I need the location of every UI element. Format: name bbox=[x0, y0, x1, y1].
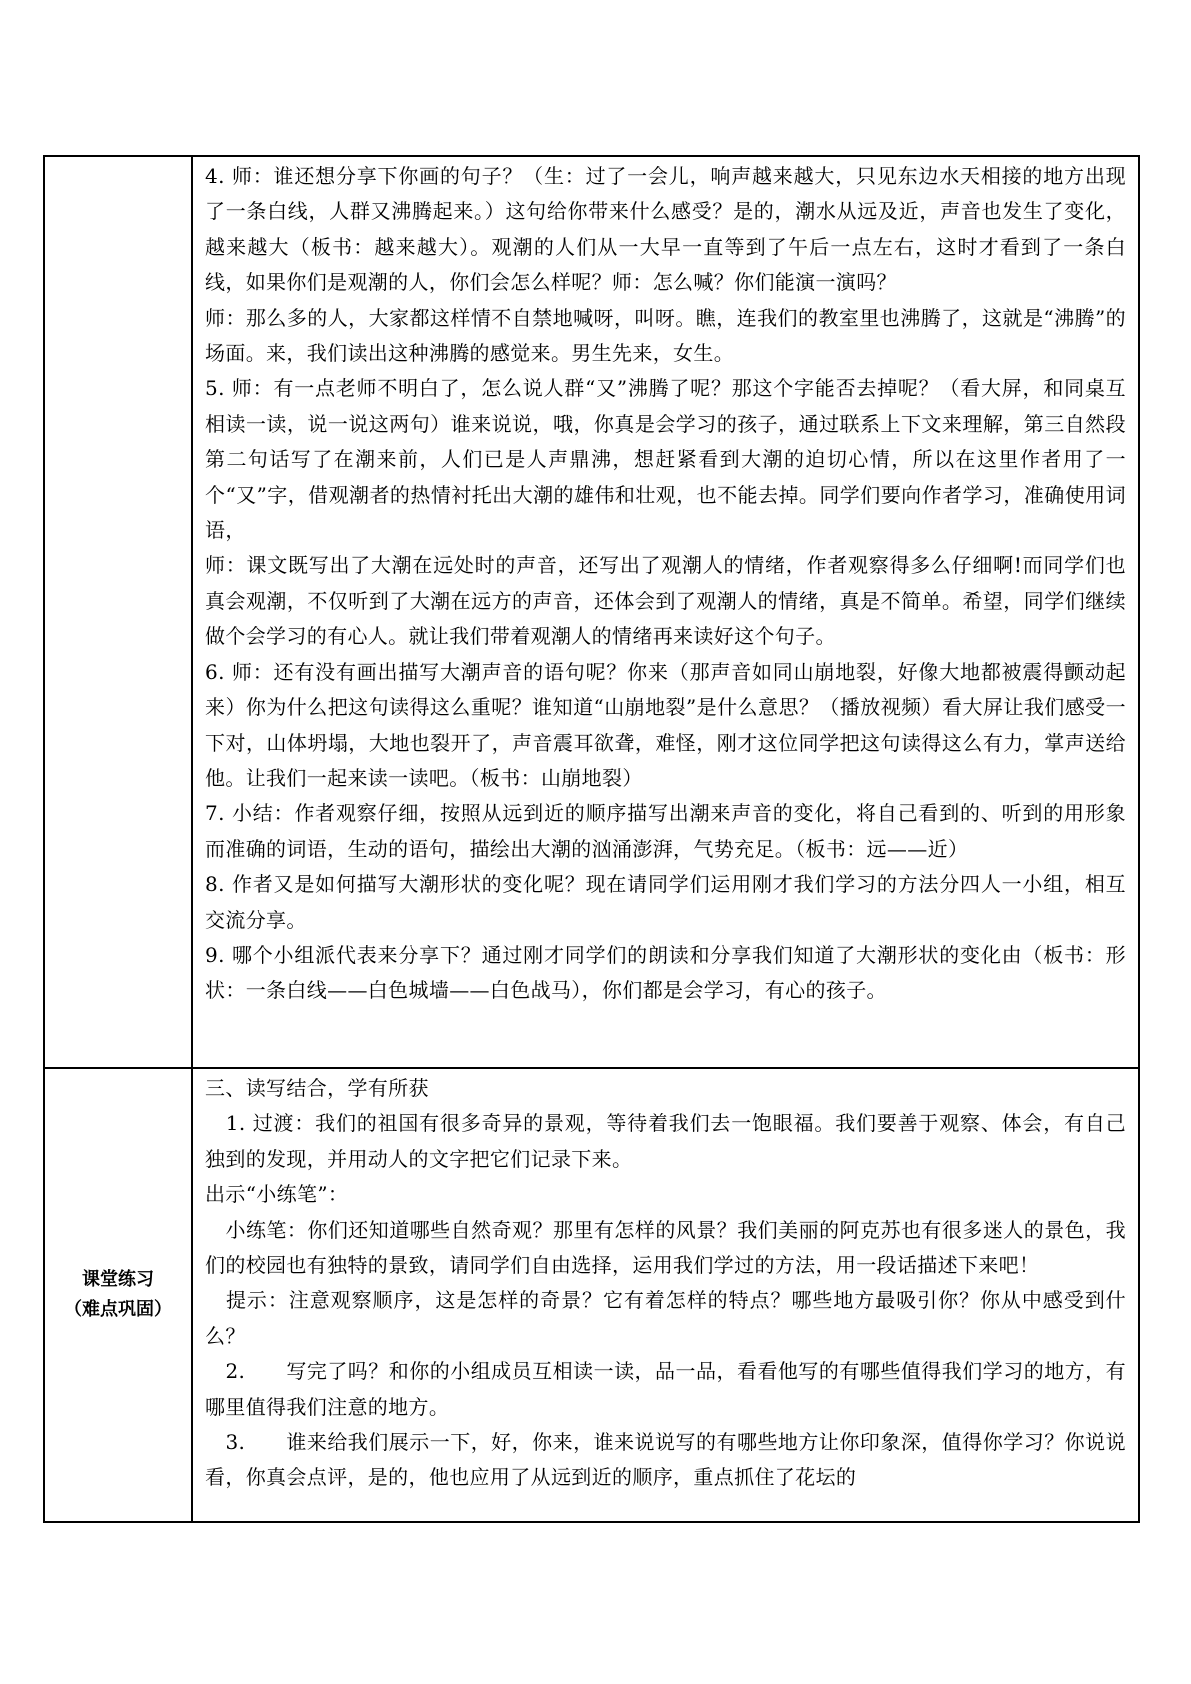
paragraph: 2. 写完了吗？和你的小组成员互相读一读，品一品，看看他写的有哪些值得我们学习的地方，有哪里值得我们注意的地方。 bbox=[205, 1359, 1126, 1419]
row-content-cell bbox=[192, 156, 1139, 1068]
paragraph: 小练笔：你们还知道哪些自然奇观？那里有怎样的风景？我们美丽的阿克苏也有很多迷人的景色，我们的校园也有独特的景致，请同学们自由选择，运用我们学过的方法，用一段话描述下来吧！ bbox=[205, 1217, 1126, 1278]
row-label-subtitle: （难点巩固） bbox=[64, 1299, 172, 1320]
paragraph: 师：那么多的人，大家都这样情不自禁地喊呀，叫呀。瞧，连我们的教室里也沸腾了，这就是“沸腾”的场面。来，我们读出这种沸腾的感觉来。男生先来，女生。 bbox=[205, 305, 1126, 366]
paragraph: 1. 过渡：我们的祖国有很多奇异的景观，等待着我们去一饱眼福。我们要善于观察、体会，有自己独到的发现，并用动人的文字把它们记录下来。 bbox=[205, 1111, 1126, 1171]
table-row bbox=[44, 156, 1139, 1068]
paragraph: 6. 师：还有没有画出描写大潮声音的语句呢？你来（那声音如同山崩地裂，好像大地都被震得颤动起来）你为什么把这句读得这么重呢？谁知道“山崩地裂”是什么意思？（播放视频）看大屏让我们感受一下对，山体坍塌，大地也裂开了，声音震耳欲聋，难怪，刚才这位同学把这句读得这么有力，掌声送给他。让我们一起来读一读吧。（板书：山崩地裂） bbox=[205, 659, 1126, 790]
row-content-cell bbox=[192, 1068, 1139, 1522]
table-row bbox=[44, 1068, 1139, 1522]
paragraph: 8. 作者又是如何描写大潮形状的变化呢？现在请同学们运用刚才我们学习的方法分四人一小组，相互交流分享。 bbox=[205, 872, 1126, 932]
paragraph: 师：课文既写出了大潮在远处时的声音，还写出了观潮人的情绪，作者观察得多么仔细啊!而同学们也真会观潮，不仅听到了大潮在远方的声音，还体会到了观潮人的情绪，真是不简单。希望，同学们继续做个会学习的有心人。就让我们带着观潮人的情绪再来读好这个句子。 bbox=[205, 553, 1126, 649]
paragraph: 出示“小练笔”： bbox=[205, 1182, 349, 1207]
paragraph: 提示：注意观察顺序，这是怎样的奇景？它有着怎样的特点？哪些地方最吸引你？你从中感受到什么？ bbox=[205, 1288, 1126, 1348]
row-label-title: 课堂练习 bbox=[82, 1269, 154, 1290]
paragraph: 3. 谁来给我们展示一下，好，你来，谁来说说写的有哪些地方让你印象深，值得你学习？你说说看，你真会点评，是的，他也应用了从远到近的顺序，重点抓住了花坛的 bbox=[205, 1430, 1126, 1490]
paragraph: 4. 师：谁还想分享下你画的句子？（生：过了一会儿，响声越来越大，只见东边水天相接的地方出现了一条白线，人群又沸腾起来。）这句给你带来什么感受？是的，潮水从远及近，声音也发生了变化，越来越大（板书：越来越大）。观潮的人们从一大早一直等到了午后一点左右，这时才看到了一条白线，如果你们是观潮的人，你们会怎么样呢？师：怎么喊？你们能演一演吗？ bbox=[205, 164, 1126, 295]
paragraph: 5. 师：有一点老师不明白了，怎么说人群“又”沸腾了呢？那这个字能否去掉呢？（看大屏，和同桌互相读一读，说一说这两句）谁来说说，哦，你真是会学习的孩子，通过联系上下文来理解，第三自然段第二句话写了在潮来前，人们已是人声鼎沸，想赶紧看到大潮的迫切心情，所以在这里作者用了一个“又”字，借观潮者的热情衬托出大潮的雄伟和壮观，也不能去掉。同学们要向作者学习，准确使用词语， bbox=[205, 376, 1126, 543]
paragraph: 7. 小结：作者观察仔细，按照从远到近的顺序描写出潮来声音的变化，将自己看到的、听到的用形象而准确的词语，生动的语句，描绘出大潮的汹涌澎湃，气势充足。（板书：远——近） bbox=[205, 801, 1126, 861]
section-heading: 三、读写结合，学有所获 bbox=[205, 1076, 429, 1100]
row-label-cell bbox=[44, 1068, 192, 1522]
lesson-plan-table bbox=[43, 155, 1140, 1523]
paragraph: 9. 哪个小组派代表来分享下？通过刚才同学们的朗读和分享我们知道了大潮形状的变化由（板书：形状：一条白线——白色城墙——白色战马），你们都是会学习，有心的孩子。 bbox=[205, 942, 1126, 1003]
row-label-cell bbox=[44, 156, 192, 1068]
